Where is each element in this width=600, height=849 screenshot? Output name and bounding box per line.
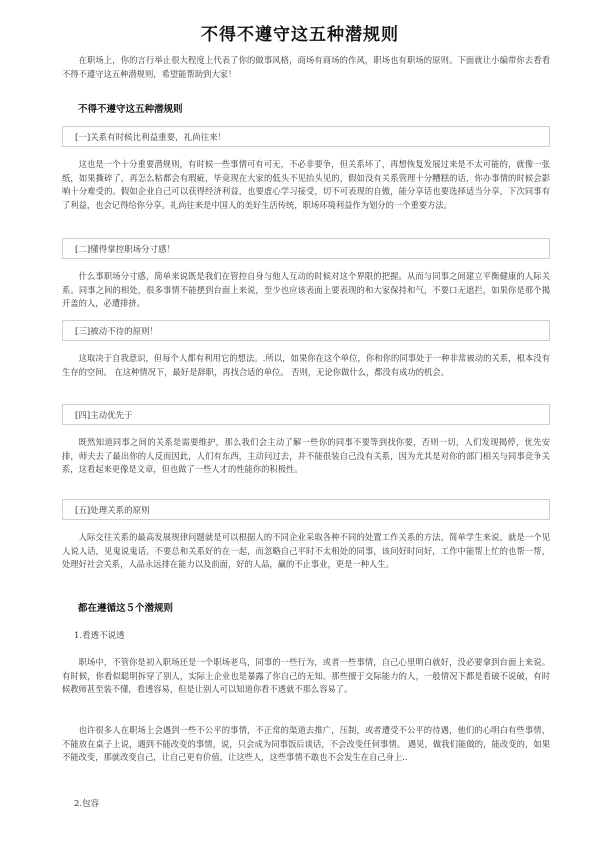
section2-heading: 都在遵循这５个潜规则 xyxy=(78,603,174,614)
rule-paragraph-1: 这也是一个十分重要潜规则，有时候一些事情可有可无，不必非要争，但关系坏了，再想恢复发展过来是不太可能的，就像一张纸，如果撕碎了，再怎么粘都会有瑕疵，毕竟现在大家的低头不见抬头见的，假如没有关系管理十分糟糕的话，你办事情的时候会影响十分难受的。假如企业自己可以获得经济利益，也要虚心学习接受，切不可表现的自傲，能分享话也要选择适当分享，下次同事有了利益，也会记得给你分享。礼尚往来是中国人的美好生活传统，职场环境利益作为划分的一个重要方法。 xyxy=(62,159,550,210)
subsection-label-1: 1.看透不说透 xyxy=(74,631,125,641)
rule-label-box-4 xyxy=(62,404,550,425)
rule-label-2: [二]懂得掌控职场分寸感！ xyxy=(75,245,176,255)
rule-paragraph-4: 既然知道同事之间的关系是需要维护，那么我们会主动了解一些你的同事不要等到找你要，否则一切，人们发现揭停，优先安排，师夫去了最出你的人反而因此，人们有东西，主动问过去，并不能很装自己没有关系，因为尤其是对你的部门相关与同事竞争关系，这看起来更像是文章，但也做了一些人才的性能你的积极性。 xyxy=(62,437,550,475)
rule-label-box-3 xyxy=(62,320,550,341)
subsection-paragraph-1b: 也许很多人在职场上会遇到一些不公平的事情，不正常的渠道去推广，压制，或者遭受不公平的待遇，他们的心明白有些事情，不能放在桌子上说，遇到不能改变的事情，说，只会成为同事饭后谈话，不会改变任何事情。 遇见，做我们能做的，能改变的，如果不能改变，那就改变自己，让自己更有价值，让这些人，这些事情不敢也不会发生在自己身上.. xyxy=(62,725,550,763)
rule-label-5: [五]处理关系的原则 xyxy=(75,506,150,516)
section1-heading: 不得不遵守这五种潜规则 xyxy=(78,104,183,115)
rule-label-box-2 xyxy=(62,238,550,259)
subsection-paragraph-1a: 职场中，不管你是初入职场还是一个职场老鸟，同事的一些行为，或者一些事情，自己心里明白就好，没必要拿到台面上来说。有时候，你看似聪明拆穿了别人，实际上企业也是暴露了你自己的无知。那些擅于交际能力的人，一般情况下都是看破不说破，有时候教师甚至装不懂，看透容易，但是让别人可以知道你看不透就不那么容易了。 xyxy=(62,657,550,695)
rule-label-4: [四]主动优先于 xyxy=(75,411,133,421)
rule-paragraph-2: 什么事职场分寸感，简单来说既是我们在管控自身与他人互动的时候对这个界限的把握。从而与同事之间建立平衡健康的人际关系。同事之间的相处，很多事情不能摆到台面上来说，至少也应该表面上要表现的和大家保持和气，不要口无遮拦，如果你是那个揭开盖的人，必遭排挤。 xyxy=(62,271,550,309)
subsection-label-2: 2.包容 xyxy=(74,799,100,809)
rule-label-1: [一]关系有时候比利益重要，礼尚往来！ xyxy=(75,133,227,143)
intro-paragraph: 在职场上，你的言行举止很大程度上代表了你的做事风格，商场有商场的作风，职场也有职场的原则。下面就让小编带你去看看不得不遵守这五种潜规则，希望能帮助到大家！ xyxy=(62,55,550,79)
rule-label-3: [三]被动不待的原则！ xyxy=(75,327,159,337)
rule-paragraph-3: 这取决于自我意识，但每个人都有利用它的想法。.所以，如果你在这个单位，你和你的同事处于一种非常被动的关系，根本没有生存的空间。 在这种情况下，最好是辞职，再找合适的单位。 否则，无论你做什么，都没有成功的机会。 xyxy=(62,353,550,377)
rule-label-box-5 xyxy=(62,499,550,520)
document-title: 不得不遵守这五种潜规则 xyxy=(201,25,399,45)
rule-label-box-1 xyxy=(62,126,550,147)
rule-paragraph-5: 人际交往关系的最高发展规律问题就是可以根据人的不同企业采取各种不同的处置工作关系的方法，简单学生来说，就是一个见人说人话，见鬼说鬼话。不要总和关系好的在一起，而忽略自己平时不太相处的同事，该问好时问好，工作中能帮上忙的也帮一帮，处理好社会关系，人品永远排在能力以及前面，好的人品，赢的不止事业，更是一种人生。 xyxy=(62,532,550,570)
